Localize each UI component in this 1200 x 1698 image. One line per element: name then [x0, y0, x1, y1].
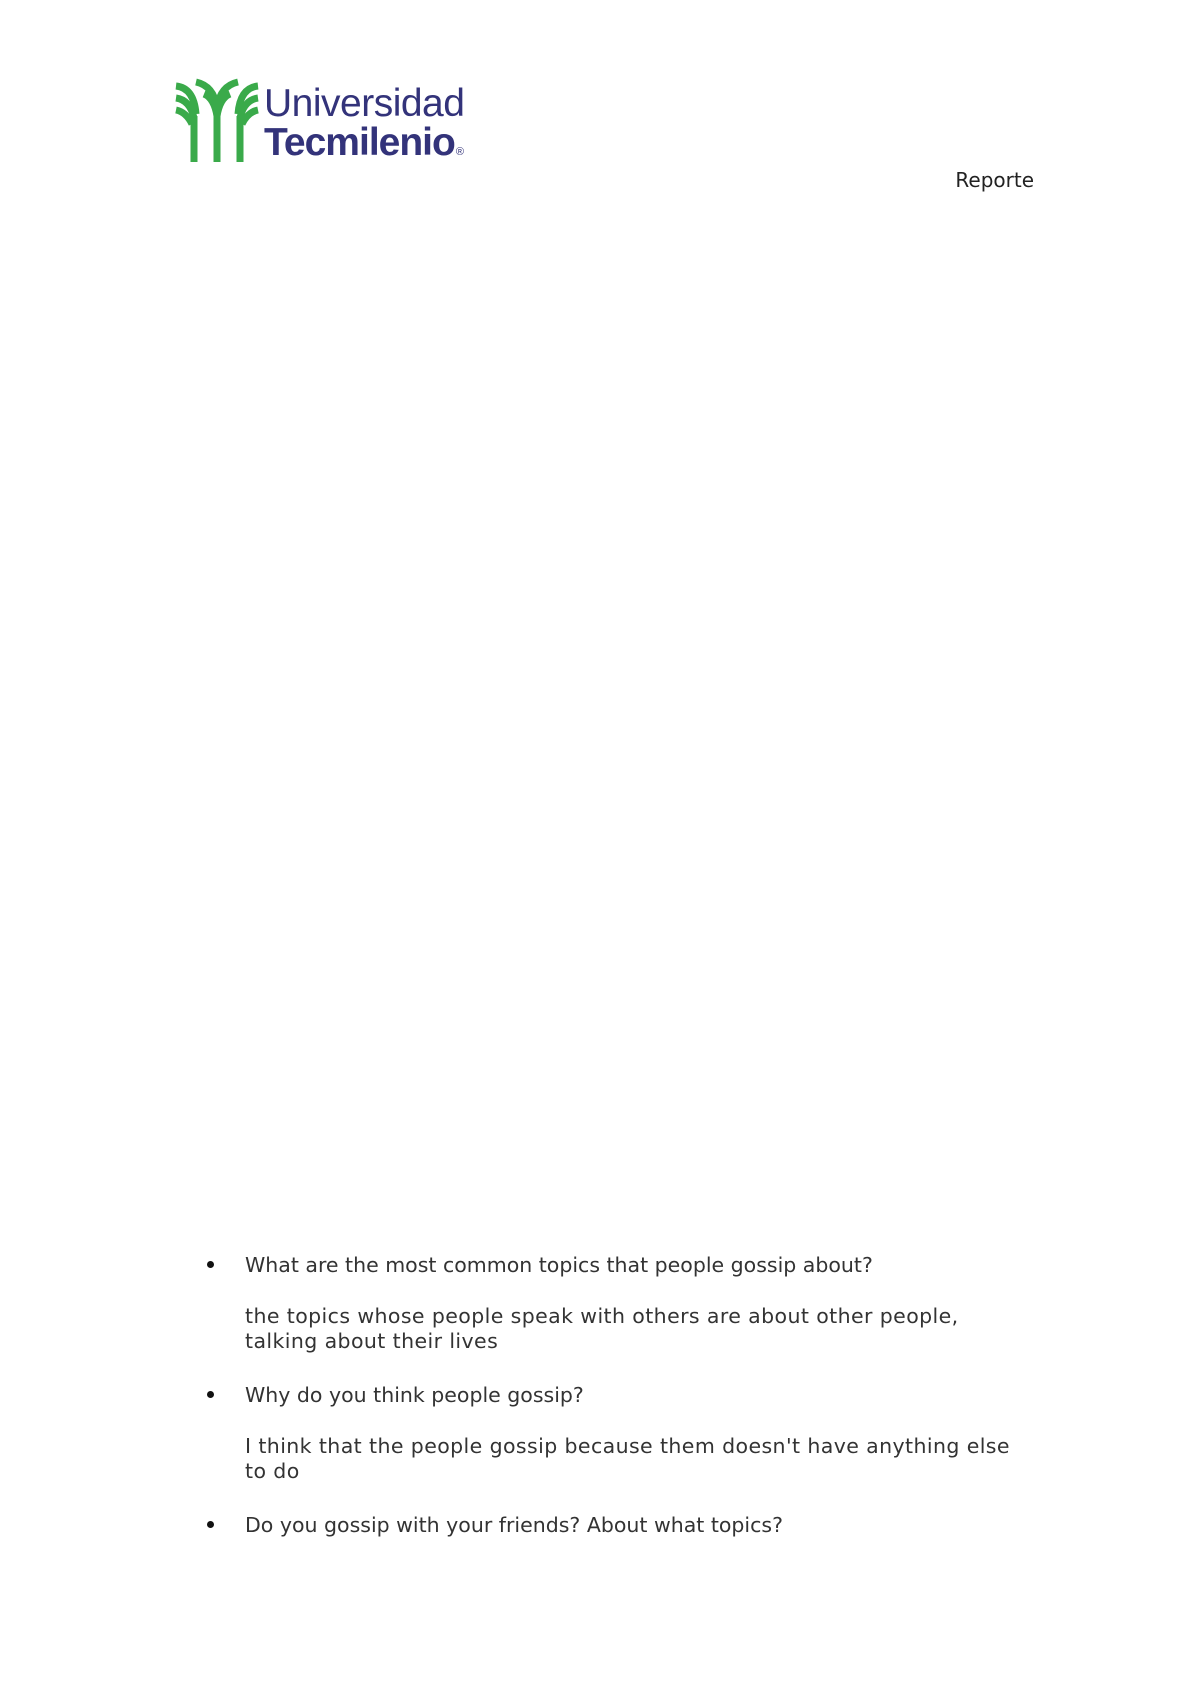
- logo-line-universidad: Universidad: [264, 82, 465, 125]
- logo-line-tecmilenio: [264, 123, 464, 162]
- bullet-icon: [207, 1391, 214, 1398]
- registered-mark: ®: [455, 146, 463, 158]
- question-text: Why do you think people gossip?: [245, 1383, 584, 1407]
- question-list: [205, 1252, 1025, 1566]
- university-logo: [174, 78, 494, 168]
- list-item: [205, 1382, 1025, 1484]
- bullet-icon: [207, 1521, 214, 1528]
- question-text: Do you gossip with your friends? About what topics?: [245, 1513, 783, 1537]
- list-item: [205, 1252, 1025, 1354]
- list-item: [205, 1512, 1025, 1538]
- bullet-icon: [207, 1261, 214, 1268]
- answer-text: I think that the people gossip because them doesn't have anything else to do: [245, 1434, 1010, 1483]
- question-text: What are the most common topics that people gossip about?: [245, 1253, 873, 1277]
- logo-line-tecmilenio-text: Tecmilenio: [264, 121, 455, 164]
- logo-arch-icon: [174, 78, 260, 164]
- logo-wordmark: [264, 84, 464, 162]
- document-header-label: Reporte: [955, 168, 1034, 192]
- answer-text: the topics whose people speak with others are about other people, talking about their lives: [245, 1304, 959, 1353]
